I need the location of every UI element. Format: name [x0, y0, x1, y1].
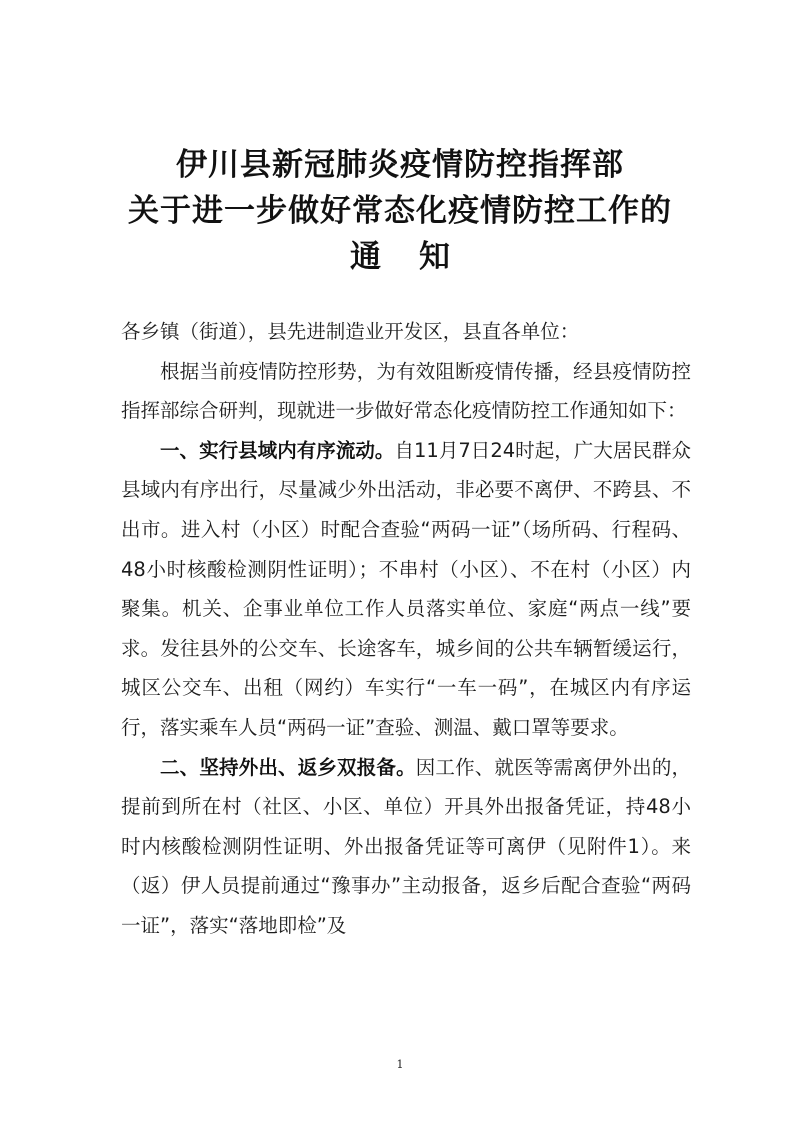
title-line-1: 伊川县新冠肺炎疫情防控指挥部: [176, 147, 624, 183]
title-line-3: 通知: [350, 239, 488, 275]
section-2-paragraph: [121, 748, 691, 946]
intro-paragraph: 根据当前疫情防控形势，为有效阻断疫情传播，经县疫情防控指挥部综合研判，现就进一步做好常态化疫情防控工作通知如下：: [121, 359, 691, 423]
document-title: [0, 142, 800, 280]
document-body: [121, 312, 691, 946]
section-1-heading: 一、实行县域内有序流动。: [160, 438, 395, 462]
section-2-text: 因工作、就医等需离伊外出的，提前到所在村（社区、小区、单位）开具外出报备凭证，持48小时内核酸检测阴性证明、外出报备凭证等可离伊（见附件1）。来（返）伊人员提前通过“豫事办”主动报备，返乡后配合查验“两码一证”，落实“落地即检”及: [121, 755, 691, 937]
title-line-2: 关于进一步做好常态化疫情防控工作的: [128, 193, 672, 229]
section-1-paragraph: [121, 431, 691, 748]
salutation: 各乡镇（街道），县先进制造业开发区，县直各单位：: [121, 320, 580, 343]
section-2-heading: 二、坚持外出、返乡双报备。: [160, 755, 416, 779]
section-1-text: 自11月7日24时起，广大居民群众县域内有序出行，尽量减少外出活动，非必要不离伊、不跨县、不出市。进入村（小区）时配合查验“两码一证”（场所码、行程码、48小时核酸检测阴性证明）；不串村（小区）、不在村（小区）内聚集。机关、企事业单位工作人员落实单位、家庭“两点一线”要求。发往县外的公交车、长途客车，城乡间的公共车辆暂缓运行，城区公交车、出租（网约）车实行“一车一码”，在城区内有序运行，落实乘车人员“两码一证”查验、测温、戴口罩等要求。: [121, 438, 691, 739]
page-number: 1: [396, 1058, 404, 1071]
